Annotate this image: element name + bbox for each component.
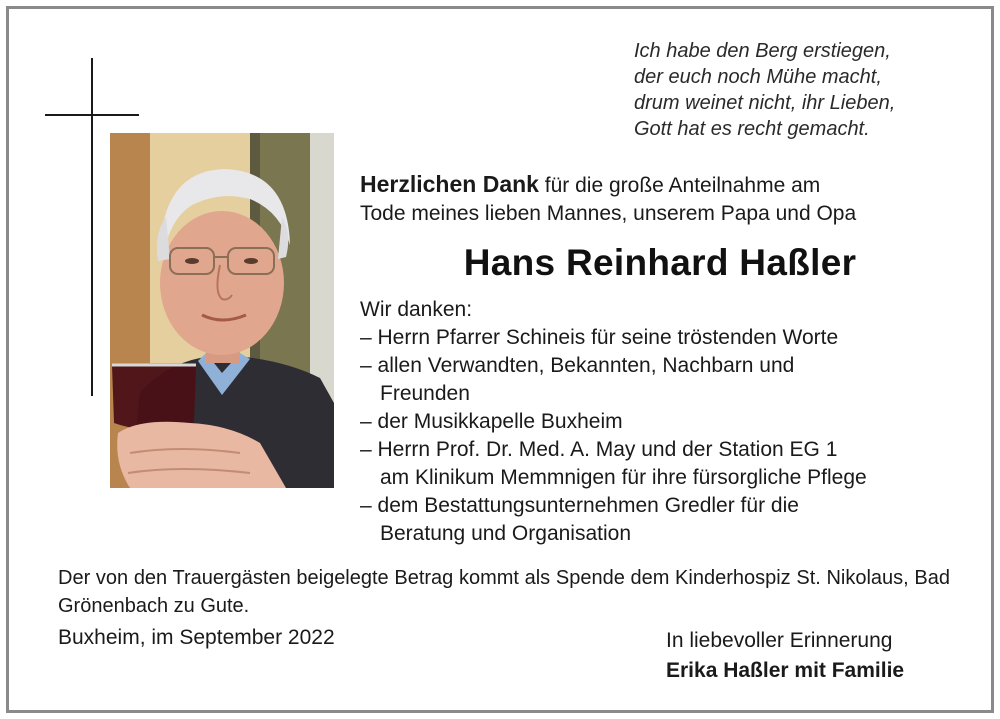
poem-line: Ich habe den Berg erstiegen, [634, 40, 891, 62]
signature: Erika Haßler mit Familie [666, 659, 905, 682]
list-item: – Herrn Pfarrer Schineis für seine tröstenden Worte [360, 326, 839, 349]
place-date: Buxheim, im September 2022 [58, 626, 335, 649]
thanks-heading: Herzlichen Dank [360, 171, 539, 197]
list-item: – der Musikkapelle Buxheim [360, 410, 623, 433]
poem-line: drum weinet nicht, ihr Lieben, [634, 92, 896, 114]
list-intro: Wir danken: [360, 298, 473, 321]
list-item: – allen Verwandten, Bekannten, Nachbarn und [360, 354, 795, 377]
thanks-paragraph [360, 170, 960, 228]
memory-signature-block [666, 626, 904, 686]
donation-note: Der von den Trauergästen beigelegte Betrag kommt als Spende dem Kinderhospiz St. Nikolaus, Bad Grönenbach zu Gute. [58, 567, 950, 617]
list-item: – Herrn Prof. Dr. Med. A. May und der Station EG 1 [360, 438, 838, 461]
deceased-name: Hans Reinhard Haßler [463, 242, 857, 283]
list-item-continuation: Beratung und Organisation [380, 522, 632, 545]
list-item-continuation: Freunden [380, 382, 470, 405]
list-item: – dem Bestattungsunternehmen Gredler für die [360, 494, 799, 517]
portrait-illustration [110, 133, 334, 488]
poem-line: Gott hat es recht gemacht. [634, 118, 870, 140]
memory-line: In liebevoller Erinnerung [666, 629, 893, 652]
poem-line: der euch noch Mühe macht, [634, 66, 882, 88]
thanks-line1: für die große Anteilnahme am [538, 174, 821, 197]
cross-vertical-bar [91, 58, 93, 396]
thanks-list [360, 296, 960, 548]
cross-horizontal-bar [45, 114, 139, 116]
poem-verse [634, 38, 895, 142]
thanks-line2: Tode meines lieben Mannes, unserem Papa und Opa [360, 202, 857, 225]
portrait-photo [110, 133, 334, 488]
list-item-continuation: am Klinikum Memmnigen für ihre fürsorgliche Pflege [380, 466, 867, 489]
